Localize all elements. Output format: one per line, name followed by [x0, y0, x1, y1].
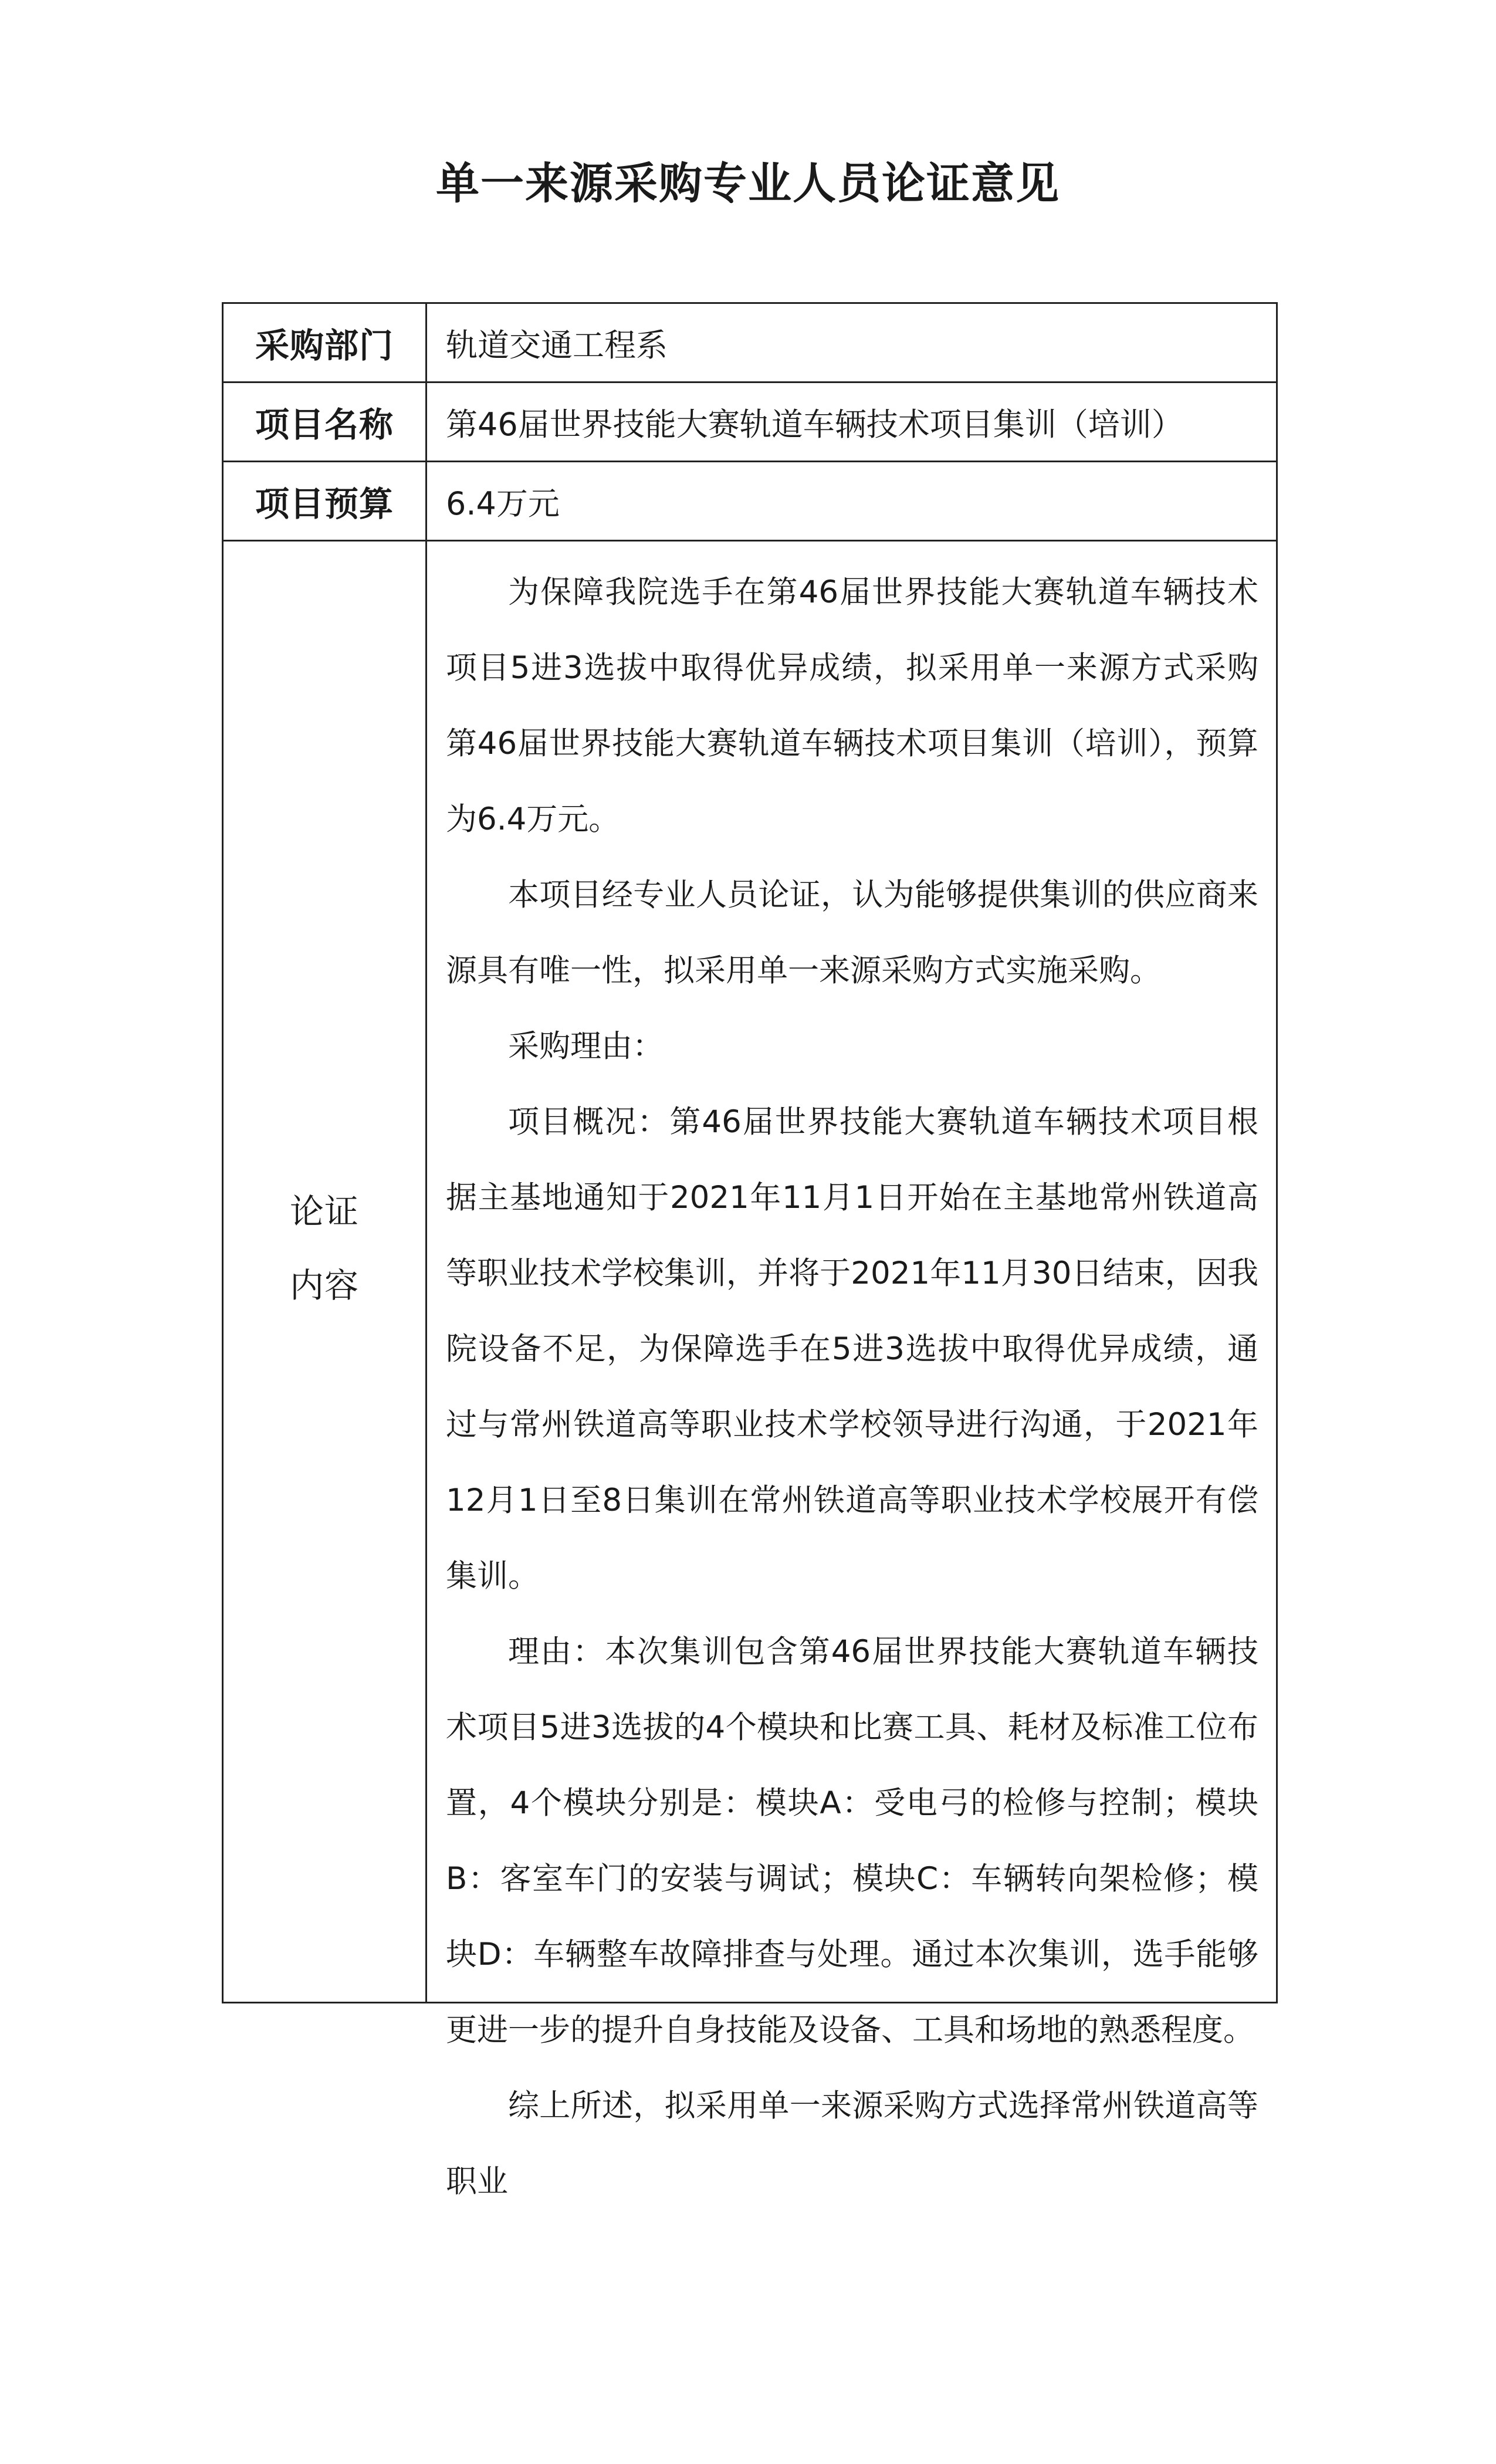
- content-label-line-1: 论证: [289, 1191, 359, 1231]
- table-row-content: [224, 541, 1276, 2199]
- content-paragraph: 采购理由：: [508, 1028, 664, 1064]
- content-paragraph: 项目概况：第46届世界技能大赛轨道车辆技术项目根据主基地通知于2021年11月1日开始在主基地常州铁道高等职业技术学校集训，并将于2021年11月30日结束，因我院设备不足，为保障选手在5进3选拔中取得优异成绩，通过与常州铁道高等职业技术学校领导进行沟通，于2021年12月1日至8日集训在常州铁道高等职业技术学校展开有偿集训。: [446, 1104, 1258, 1594]
- table-row-dept: [224, 304, 1276, 383]
- project-label: 项目名称: [224, 383, 427, 461]
- budget-label: 项目预算: [224, 462, 427, 540]
- content-label: [224, 541, 427, 2002]
- table-row-budget: [224, 462, 1276, 541]
- argument-table: [222, 302, 1278, 2199]
- content-body: [427, 541, 1276, 2199]
- content-label-line-2: 内容: [289, 1265, 359, 1305]
- dept-label: 采购部门: [224, 304, 427, 381]
- content-paragraph: 为保障我院选手在第46届世界技能大赛轨道车辆技术项目5进3选拔中取得优异成绩，拟采用单一来源方式采购第46届世界技能大赛轨道车辆技术项目集训（培训），预算为6.4万元。: [446, 574, 1258, 837]
- page-title: 单一来源采购专业人员论证意见: [436, 158, 1060, 209]
- dept-value: 轨道交通工程系: [446, 326, 668, 364]
- project-value: 第46届世界技能大赛轨道车辆技术项目集训（培训）: [446, 405, 1183, 443]
- budget-value: 6.4万元: [446, 485, 560, 522]
- content-paragraph: 综上所述，拟采用单一来源采购方式选择常州铁道高等职业: [446, 2088, 1258, 2199]
- content-paragraph: 本项目经专业人员论证，认为能够提供集训的供应商来源具有唯一性，拟采用单一来源采购方式实施采购。: [446, 877, 1258, 989]
- content-paragraph: 理由：本次集训包含第46届世界技能大赛轨道车辆技术项目5进3选拔的4个模块和比赛工具、耗材及标准工位布置，4个模块分别是：模块A：受电弓的检修与控制；模块B：客室车门的安装与调试；模块C：车辆转向架检修；模块D：车辆整车故障排查与处理。通过本次集训，选手能够更进一步的提升自身技能及设备、工具和场地的熟悉程度。: [446, 1634, 1258, 2048]
- table-row-project: [224, 383, 1276, 462]
